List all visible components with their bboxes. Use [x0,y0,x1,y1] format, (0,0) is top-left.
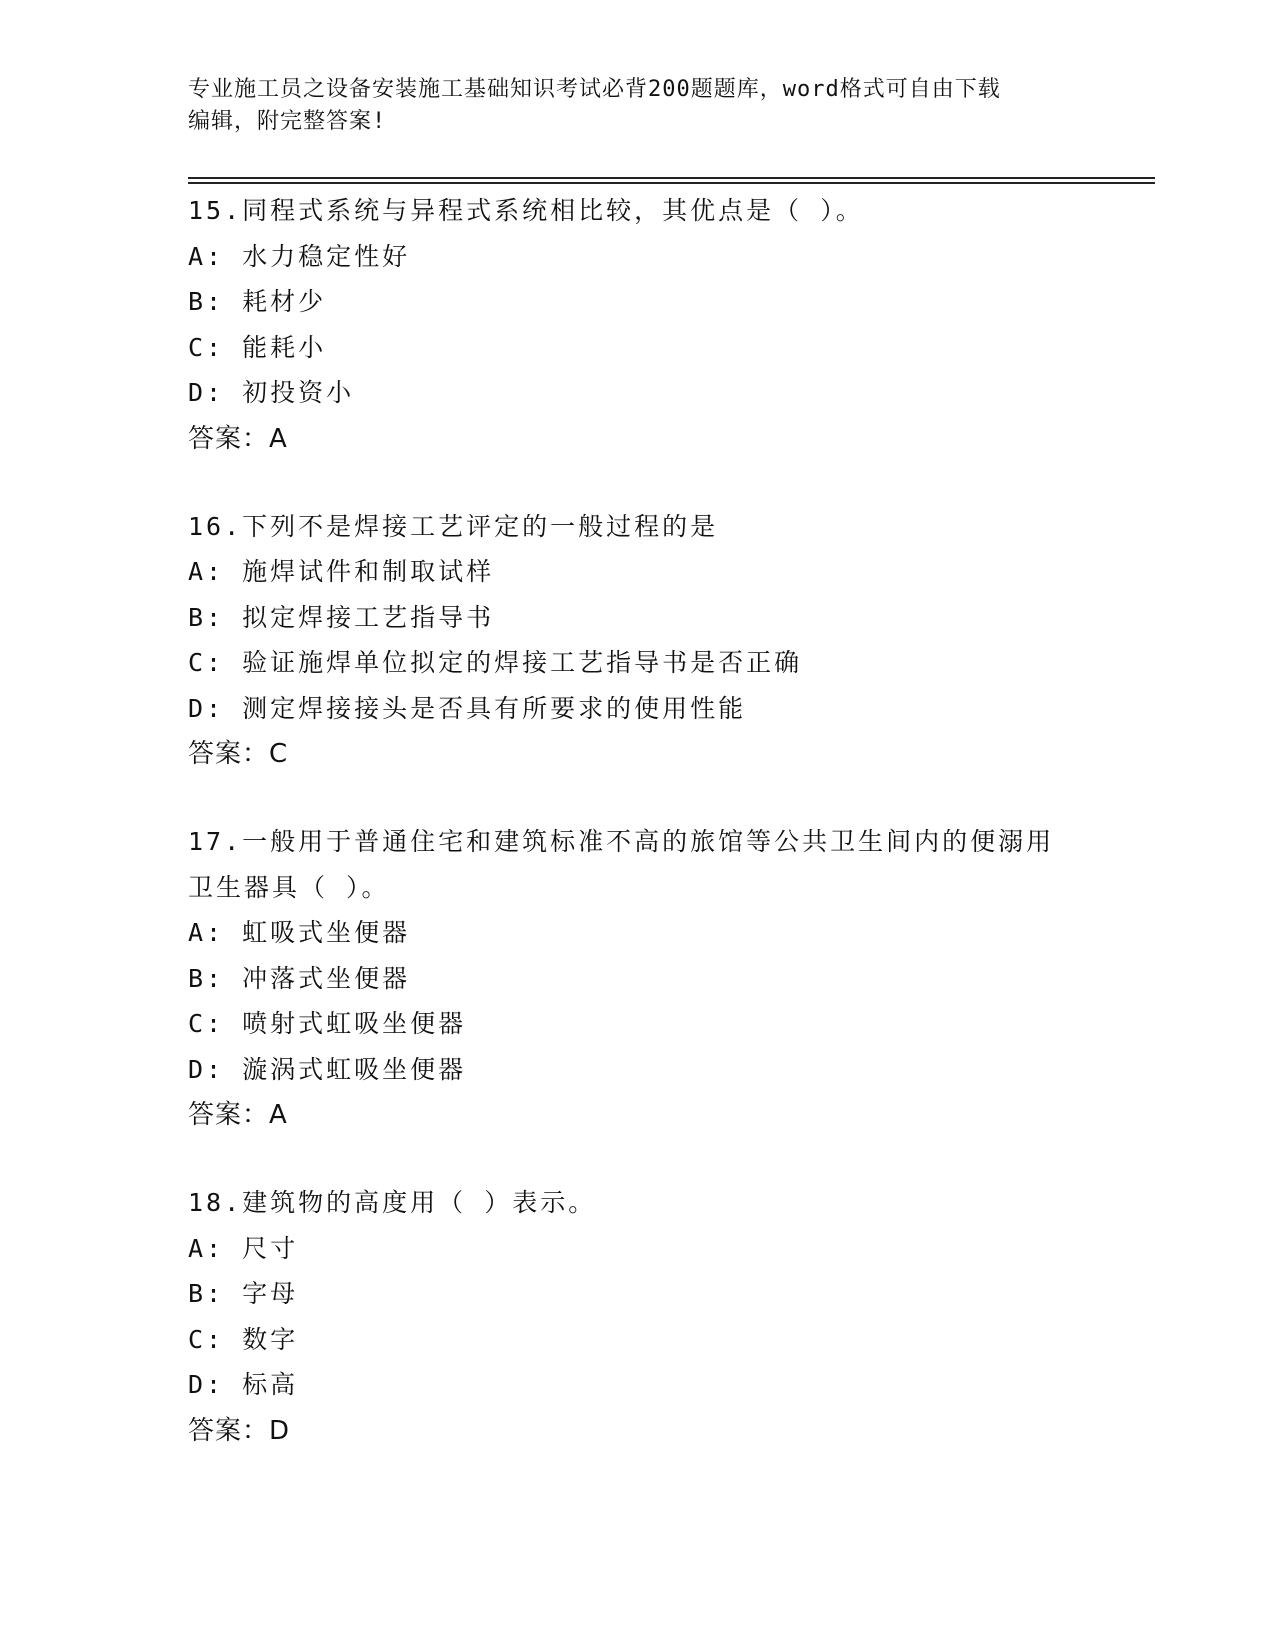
question-18 [188,1180,1088,1454]
option-b: B: 冲落式坐便器 [188,963,411,993]
header-title-line1: 专业施工员之设备安装施工基础知识考试必背200题题库，word格式可自由下载 [188,77,1001,102]
question-15 [188,188,1088,462]
option-a: A: 虹吸式坐便器 [188,918,411,947]
option-c: C: 喷射式虹吸坐便器 [188,1009,467,1038]
option-b: B: 耗材少 [188,287,327,316]
question-list [188,188,1088,1454]
question-17 [188,819,1088,1138]
answer: 答案：D [188,1415,291,1446]
question-stem-line2: 卫生器具（ ）。 [188,872,390,902]
option-b: B: 字母 [188,1279,299,1308]
question-spacer [188,777,1088,819]
option-d: D: 漩涡式虹吸坐便器 [188,1054,467,1084]
question-spacer [188,1138,1088,1180]
question-stem: 15.同程式系统与异程式系统相比较，其优点是（ ）。 [188,196,864,225]
option-c: C: 数字 [188,1324,299,1354]
question-spacer [188,462,1088,504]
question-16 [188,504,1088,778]
option-c: C: 能耗小 [188,332,327,362]
answer: 答案：A [188,423,288,454]
document-header [188,74,1088,138]
header-title-line2: 编辑，附完整答案! [188,109,387,134]
answer: 答案：A [188,1100,288,1130]
question-stem: 18.建筑物的高度用（ ）表示。 [188,1188,597,1217]
option-c: C: 验证施焊单位拟定的焊接工艺指导书是否正确 [188,648,803,677]
option-d: D: 标高 [188,1370,299,1399]
option-a: A: 施焊试件和制取试样 [188,557,495,586]
option-a: A: 水力稳定性好 [188,241,411,271]
question-stem: 16.下列不是焊接工艺评定的一般过程的是 [188,511,719,541]
option-b: B: 拟定焊接工艺指导书 [188,602,495,632]
option-d: D: 初投资小 [188,378,355,407]
header-divider-top [188,177,1155,179]
option-d: D: 测定焊接接头是否具有所要求的使用性能 [188,693,747,723]
option-a: A: 尺寸 [188,1233,299,1263]
question-stem-line1: 17.一般用于普通住宅和建筑标准不高的旅馆等公共卫生间内的便溺用 [188,827,1055,856]
answer: 答案：C [188,739,289,769]
header-divider-bottom [188,182,1155,184]
